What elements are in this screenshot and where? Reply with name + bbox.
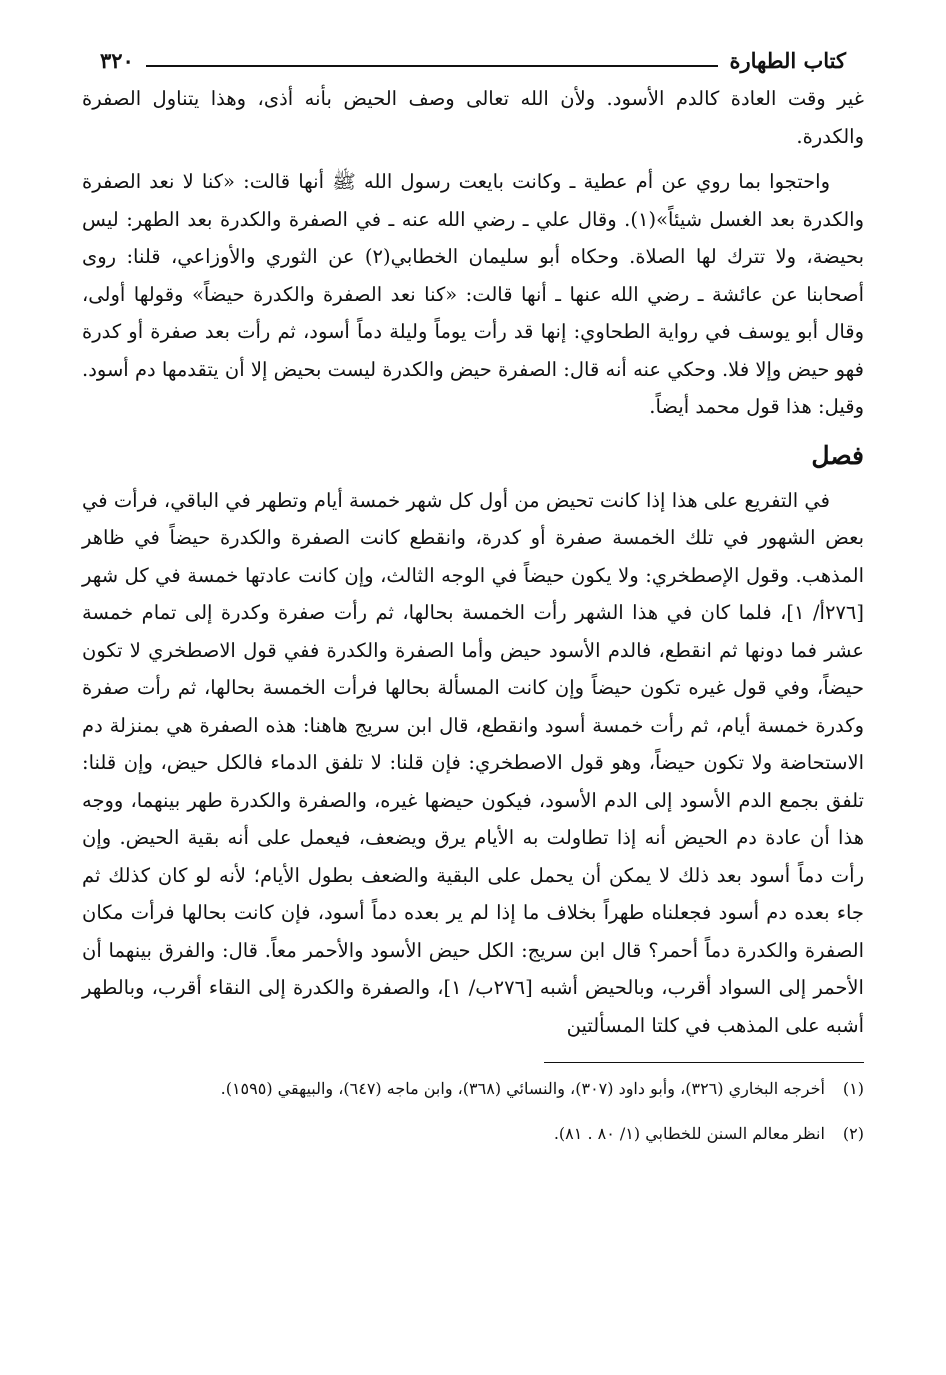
main-text — [82, 80, 864, 1044]
footnote-text: أخرجه البخاري (٣٢٦)، وأبو داود (٣٠٧)، والنسائي (٣٦٨)، وابن ماجه (٦٤٧)، والبيهقي (١٥٩٥). — [220, 1079, 825, 1098]
paragraph-2: واحتجوا بما روي عن أم عطية ـ وكانت بايعت رسول الله ﷺ أنها قالت: «كنا لا نعد الصفرة والكدرة بعد الغسل شيئاً»(١). وقال علي ـ رضي الله عنه ـ في الصفرة والكدرة بعد الطهر: ليس بحيضة، ولا تترك لها الصلاة. وحكاه أبو سليمان الخطابي(٢) عن الثوري والأوزاعي، قلنا: روى أصحابنا عن عائشة ـ رضي الله عنها ـ أنها قالت: «كنا نعد الصفرة والكدرة حيضاً» وقولها أولى، وقال أبو يوسف في رواية الطحاوي: إنها قد رأت يوماً وليلة دماً أسود، ثم رأت بعد صفرة أو كدرة فهو حيض وإلا فلا. وحكي عنه أنه قال: الصفرة حيض والكدرة ليست بحيض إلا أن يتقدمها دم أسود. وقيل: هذا قول محمد أيضاً. — [82, 170, 864, 418]
section-heading: فصل — [811, 440, 864, 470]
footnote-2 — [82, 1118, 864, 1149]
running-header — [82, 40, 864, 80]
footnote-1 — [82, 1073, 864, 1104]
paragraph-3: في التفريع على هذا إذا كانت تحيض من أول كل شهر خمسة أيام وتطهر في الباقي، فرأت في بعض الشهور في تلك الخمسة صفرة أو كدرة، وانقطع كانت الصفرة والكدرة حيضاً في ظاهر المذهب. وقول الإصطخري: ولا يكون حيضاً في الوجه الثالث، وإن كانت عادتها خمسة في كل شهر [٢٧٦أ/ ١]، فلما كان في هذا الشهر رأت الخمسة بحالها، ثم رأت صفرة وكدرة إلى تمام خمسة عشر فما دونها ثم انقطع، فالدم الأسود حيض وأما الصفرة والكدرة ففي قول الاصطخري لا تكون حيضاً، وفي قول غيره تكون حيضاً وإن كانت المسألة بحالها فرأت الخمسة بحالها، ثم رأت صفرة وكدرة خمسة أيام، ثم رأت خمسة أسود وانقطع، قال ابن سريج هاهنا: هذه الصفرة هي بمنزلة دم الاستحاضة ولا تكون حيضاً، وهو قول الاصطخري: فإن قلنا: لا تلفق الدماء فالكل حيض، وإن قلنا: تلفق بجمع الدم الأسود إلى الدم الأسود، فيكون حيضها غيره، والصفرة والكدرة طهر بينهما، ووجه هذا أن عادة دم الحيض أنه إذا تطاولت به الأيام يرق ويضعف، فيعمل على أنه بقية الحيض. وإن رأت دماً أسود بعد ذلك لا يمكن أن يحمل على البقية والضعف بطول الأيام؛ لأنه لو كان كذلك ثم جاء بعده دم أسود فجعلناه طهراً بخلاف ما إذا لم ير بعده دماً أسود، فإن كانت بحالها فرأت مكان الصفرة والكدرة دماً أحمر؟ قال ابن سريج: الكل حيض الأسود والأحمر معاً. قال: والفرق بينهما أن الأحمر إلى السواد أقرب، وبالحيض أشبه [٢٧٦ب/ ١]، والصفرة والكدرة إلى النقاء أقرب، وبالطهر أشبه على المذهب في كلتا المسألتين — [82, 488, 864, 1037]
paragraph-1: غير وقت العادة كالدم الأسود. ولأن الله تعالى وصف الحيض بأنه أذى، وهذا يتناول الصفرة والكدرة. — [82, 87, 864, 148]
footnote-text: انظر معالم السنن للخطابي (١/ ٨٠ . ٨١). — [553, 1124, 825, 1143]
book-page — [82, 40, 864, 1350]
page-number: ٣٢٠ — [100, 47, 134, 73]
footnote-rule — [544, 1062, 864, 1063]
book-title: كتاب الطهارة — [729, 47, 846, 73]
footnotes — [82, 1073, 864, 1149]
footnote-marker: (٢) — [842, 1124, 864, 1143]
header-rule — [146, 65, 718, 67]
footnote-marker: (١) — [842, 1079, 864, 1098]
